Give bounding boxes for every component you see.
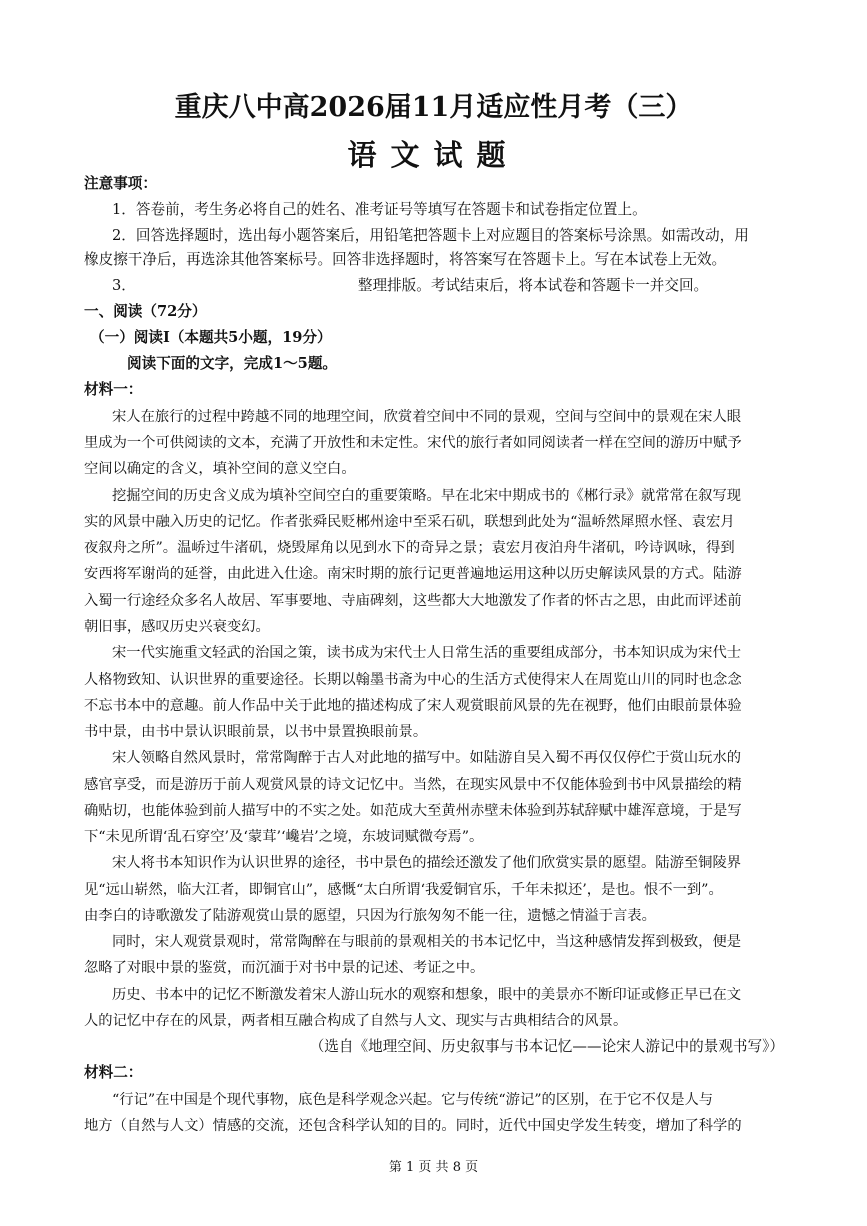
- material-one-line: 宋人将书本知识作为认识世界的途径，书中景色的描绘还激发了他们欣赏实景的愿望。陆游至铜陵界: [112, 855, 742, 871]
- material-one-line: 同时，宋人观赏景观时，常常陶醉在与眼前的景观相关的书本记忆中，当这种感情发挥到极致，便是: [112, 934, 742, 950]
- material-one-line: 书中景，由书中景认识眼前景，以书中景置换眼前景。: [84, 724, 428, 740]
- section-heading: 一、阅读（72分）: [84, 303, 207, 320]
- material-one-line: 安西将军谢尚的延誉，由此进入仕途。南宋时期的旅行记更普遍地运用这种以历史解读风景的方式。陆游: [84, 566, 742, 582]
- exam-title: 重庆八中高2026届11月适应性月考（三）: [174, 92, 693, 123]
- material-one-source: （选自《地理空间、历史叙事与书本记忆——论宋人游记中的景观书写》）: [309, 1038, 784, 1055]
- notice-item-2b: 橡皮擦干净后，再选涂其他答案标号。回答非选择题时，将答案写在答题卡上。写在本试卷上无效。: [84, 251, 727, 268]
- notice-item-2a: 2．回答选择题时，选出每小题答案后，用铅笔把答题卡上对应题目的答案标号涂黑。如需改动，用: [112, 227, 749, 244]
- subsection-heading: （一）阅读Ⅰ（本题共5小题，19分）: [90, 329, 332, 346]
- material-two-line: “行记”在中国是个现代事物，底色是科学观念兴起。它与传统“游记”的区别，在于它不仅是人与: [112, 1092, 714, 1108]
- material-one-line: 宋人在旅行的过程中跨越不同的地理空间，欣赏着空间中不同的景观，空间与空间中的景观在宋人眼: [112, 409, 742, 425]
- notice-item-1: 1．答卷前，考生务必将自己的姓名、准考证号等填写在答题卡和试卷指定位置上。: [112, 201, 647, 218]
- material-one-label: 材料一：: [84, 381, 143, 398]
- material-one-line: 人的记忆中存在的风景，两者相互融合构成了自然与人文、现实与古典相结合的风景。: [84, 1013, 628, 1029]
- material-one-line: 里成为一个可供阅读的文本，充满了开放性和未定性。宋代的旅行者如同阅读者一样在空间的游历中赋予: [84, 435, 742, 451]
- material-one-line: 入蜀一行途经众多名人故居、军事要地、寺庙碑刻，这些都大大地激发了作者的怀古之思，由此而评述前: [84, 593, 742, 609]
- subject-title: 语文试题: [347, 138, 520, 172]
- material-one-line: 下“未见所谓‘乱石穿空’及‘蒙茸’‘巉岩’之境，东坡词赋微夸焉”。: [84, 829, 484, 845]
- material-two-label: 材料二：: [84, 1064, 143, 1081]
- material-one-line: 感官享受，而是游历于前人观赏风景的诗文记忆中。当然，在现实风景中不仅能体验到书中风景描绘的精: [84, 777, 742, 793]
- material-one-line: 朝旧事，感叹历史兴衰变幻。: [84, 619, 270, 635]
- material-one-line: 确贴切，也能体验到前人描写中的不实之处。如范成大至黄州赤壁未体验到苏轼辞赋中雄浑意境，于是写: [84, 803, 742, 819]
- material-one-line: 人格物致知、认识世界的重要途径。长期以翰墨书斋为中心的生活方式使得宋人在周览山川的同时也念念: [84, 672, 742, 688]
- notice-item-3-text: 整理排版。考试结束后，将本试卷和答题卡一并交回。: [357, 277, 709, 294]
- material-two-line: 地方（自然与人文）情感的交流，还包含科学认知的目的。同时，近代中国史学发生转变，增加了科学的: [84, 1118, 742, 1134]
- material-one-line: 历史、书本中的记忆不断激发着宋人游山玩水的观察和想象，眼中的美景亦不断印证或修正早已在文: [112, 987, 742, 1003]
- material-one-line: 由李白的诗歌激发了陆游观赏山景的愿望，只因为行旅匆匆不能一往，遗憾之情溢于言表。: [84, 908, 656, 924]
- notice-item-3: [112, 276, 784, 296]
- page-number: 第 1 页 共 8 页: [388, 1160, 479, 1175]
- material-one-line: 空间以确定的含义，填补空间的意义空白。: [84, 461, 356, 477]
- material-one-line: 宋人领略自然风景时，常常陶醉于古人对此地的描写中。如陆游自吴入蜀不再仅仅停伫于赏山玩水的: [112, 750, 742, 766]
- material-one-line: 忽略了对眼中景的鉴赏，而沉湎于对书中景的记述、考证之中。: [84, 960, 485, 976]
- material-one-line: 实的风景中融入历史的记忆。作者张舜民贬郴州途中至采石矶，联想到此处为“温峤然犀照水怪、袁宏月: [84, 514, 735, 530]
- material-one-line: 不忘书本中的意趣。前人作品中关于此地的描述构成了宋人观赏眼前风景的先在视野，他们由眼前景体验: [84, 698, 742, 714]
- material-one-line: 宋一代实施重文轻武的治国之策，读书成为宋代士人日常生活的重要组成部分，书本知识成为宋代士: [112, 645, 742, 661]
- material-one-line: 挖掘空间的历史含义成为填补空间空白的重要策略。早在北宋中期成书的《郴行录》就常常在叙写现: [112, 488, 742, 504]
- reading-instruction: 阅读下面的文字，完成1～5题。: [127, 355, 338, 372]
- material-one-line: 见“远山崭然，临大江者，即铜官山”，感慨“太白所谓‘我爱铜官乐，千年未拟还’，是也。恨不一到”。: [84, 882, 723, 898]
- material-one-line: 夜叙舟之所”。温峤过牛渚矶，烧毁犀角以见到水下的奇异之景；袁宏月夜泊舟牛渚矶，吟诗讽咏，得到: [84, 540, 735, 556]
- notice-item-3-number: 3．: [112, 277, 136, 294]
- notice-heading: 注意事项：: [84, 175, 157, 192]
